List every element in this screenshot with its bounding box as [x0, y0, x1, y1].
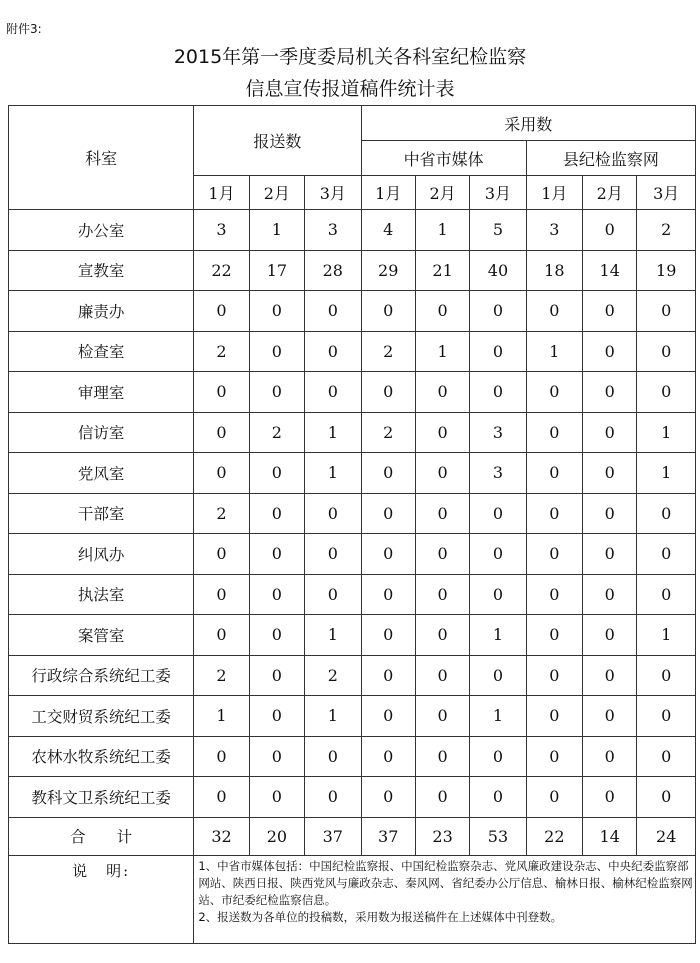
month-header: 2月 [249, 176, 304, 210]
value-cell: 0 [415, 412, 469, 453]
value-cell: 22 [194, 250, 249, 291]
value-cell: 1 [305, 696, 361, 737]
dept-name-cell: 纠风办 [9, 534, 194, 575]
month-header: 3月 [305, 176, 361, 210]
value-cell: 0 [194, 372, 249, 413]
value-cell: 1 [637, 453, 696, 494]
value-cell: 0 [526, 696, 582, 737]
value-cell: 0 [526, 736, 582, 777]
value-cell: 0 [305, 372, 361, 413]
value-cell: 1 [305, 453, 361, 494]
value-cell: 1 [637, 412, 696, 453]
value-cell: 28 [305, 250, 361, 291]
value-cell: 2 [194, 493, 249, 534]
value-cell: 0 [583, 534, 637, 575]
table-row [9, 412, 696, 453]
value-cell: 0 [583, 696, 637, 737]
value-cell: 0 [637, 736, 696, 777]
value-cell: 0 [194, 534, 249, 575]
month-header: 3月 [637, 176, 696, 210]
dept-name-cell: 审理室 [9, 372, 194, 413]
value-cell: 0 [305, 331, 361, 372]
value-cell: 0 [470, 777, 526, 818]
value-cell: 0 [637, 777, 696, 818]
value-cell: 0 [305, 777, 361, 818]
value-cell: 0 [415, 777, 469, 818]
table-row [9, 291, 696, 332]
total-label: 合 计 [9, 817, 194, 855]
value-cell: 0 [415, 696, 469, 737]
dept-name-cell: 办公室 [9, 210, 194, 251]
notes-label: 说 明: [9, 855, 194, 943]
value-cell: 19 [637, 250, 696, 291]
value-cell: 14 [583, 250, 637, 291]
month-header: 2月 [415, 176, 469, 210]
value-cell: 3 [526, 210, 582, 251]
value-cell: 1 [305, 412, 361, 453]
value-cell: 0 [249, 655, 304, 696]
notes-line-1: 1、中省市媒体包括：中国纪检监察报、中国纪检监察杂志、党风廉政建设杂志、中央纪委监察部网站、陕西日报、陕西党风与廉政杂志、秦风网、省纪委办公厅信息、榆林日报、榆林纪检监察网站、市纪委纪检监察信息。 [198, 858, 693, 907]
dept-name-cell: 信访室 [9, 412, 194, 453]
value-cell: 1 [415, 210, 469, 251]
total-cell: 53 [470, 817, 526, 855]
value-cell: 0 [526, 534, 582, 575]
value-cell: 0 [470, 291, 526, 332]
dept-name-cell: 党风室 [9, 453, 194, 494]
value-cell: 0 [583, 453, 637, 494]
value-cell: 0 [583, 291, 637, 332]
value-cell: 0 [194, 574, 249, 615]
dept-name-cell: 检查室 [9, 331, 194, 372]
value-cell: 0 [361, 291, 415, 332]
value-cell: 0 [361, 534, 415, 575]
table-row [9, 250, 696, 291]
value-cell: 0 [249, 493, 304, 534]
dept-name-cell: 行政综合系统纪工委 [9, 655, 194, 696]
dept-name-cell: 案管室 [9, 615, 194, 656]
value-cell: 3 [194, 210, 249, 251]
month-header: 2月 [583, 176, 637, 210]
total-cell: 14 [583, 817, 637, 855]
value-cell: 21 [415, 250, 469, 291]
dept-name-cell: 干部室 [9, 493, 194, 534]
value-cell: 0 [249, 696, 304, 737]
value-cell: 0 [415, 493, 469, 534]
value-cell: 1 [470, 615, 526, 656]
document-title-line1: 2015年第一季度委局机关各科室纪检监察 [173, 46, 527, 68]
value-cell: 0 [415, 574, 469, 615]
value-cell: 0 [583, 777, 637, 818]
notes-row [9, 855, 696, 943]
total-cell: 37 [305, 817, 361, 855]
total-cell: 20 [249, 817, 304, 855]
table-row [9, 331, 696, 372]
value-cell: 3 [305, 210, 361, 251]
value-cell: 2 [194, 331, 249, 372]
total-cell: 32 [194, 817, 249, 855]
value-cell: 0 [249, 736, 304, 777]
value-cell: 0 [361, 777, 415, 818]
table-row [9, 615, 696, 656]
value-cell: 0 [361, 372, 415, 413]
table-row [9, 534, 696, 575]
value-cell: 0 [637, 372, 696, 413]
value-cell: 0 [583, 655, 637, 696]
table-row [9, 655, 696, 696]
header-dept: 科室 [9, 106, 194, 210]
value-cell: 2 [361, 412, 415, 453]
dept-name-cell: 教科文卫系统纪工委 [9, 777, 194, 818]
value-cell: 0 [470, 331, 526, 372]
month-header: 1月 [194, 176, 249, 210]
value-cell: 1 [415, 331, 469, 372]
value-cell: 0 [415, 736, 469, 777]
month-header: 3月 [470, 176, 526, 210]
value-cell: 17 [249, 250, 304, 291]
value-cell: 2 [194, 655, 249, 696]
header-adopted: 采用数 [361, 106, 695, 141]
value-cell: 0 [526, 372, 582, 413]
value-cell: 0 [470, 736, 526, 777]
value-cell: 0 [305, 493, 361, 534]
total-cell: 22 [526, 817, 582, 855]
value-cell: 1 [526, 331, 582, 372]
value-cell: 1 [305, 615, 361, 656]
value-cell: 0 [526, 777, 582, 818]
value-cell: 0 [583, 615, 637, 656]
value-cell: 0 [637, 493, 696, 534]
value-cell: 0 [249, 372, 304, 413]
table-body [9, 210, 696, 818]
value-cell: 1 [470, 696, 526, 737]
value-cell: 3 [470, 412, 526, 453]
value-cell: 2 [637, 210, 696, 251]
value-cell: 0 [361, 696, 415, 737]
table-row [9, 736, 696, 777]
value-cell: 0 [415, 615, 469, 656]
statistics-table [8, 105, 696, 944]
value-cell: 1 [249, 210, 304, 251]
value-cell: 0 [526, 412, 582, 453]
table-row [9, 696, 696, 737]
notes-line-2: 2、报送数为各单位的投稿数，采用数为报送稿件在上述媒体中刊登数。 [198, 909, 563, 924]
value-cell: 0 [194, 736, 249, 777]
table-row [9, 574, 696, 615]
value-cell: 0 [470, 493, 526, 534]
value-cell: 0 [415, 534, 469, 575]
value-cell: 0 [361, 493, 415, 534]
value-cell: 0 [470, 534, 526, 575]
value-cell: 4 [361, 210, 415, 251]
value-cell: 0 [415, 291, 469, 332]
value-cell: 1 [637, 615, 696, 656]
value-cell: 0 [526, 453, 582, 494]
value-cell: 0 [526, 615, 582, 656]
value-cell: 0 [470, 574, 526, 615]
value-cell: 0 [526, 574, 582, 615]
value-cell: 0 [249, 615, 304, 656]
total-row [9, 817, 696, 855]
value-cell: 0 [583, 574, 637, 615]
value-cell: 29 [361, 250, 415, 291]
value-cell: 0 [637, 696, 696, 737]
value-cell: 40 [470, 250, 526, 291]
table-row [9, 210, 696, 251]
value-cell: 0 [583, 372, 637, 413]
value-cell: 0 [249, 453, 304, 494]
value-cell: 2 [305, 655, 361, 696]
header-central-media: 中省市媒体 [361, 141, 526, 176]
value-cell: 18 [526, 250, 582, 291]
value-cell: 0 [526, 493, 582, 534]
value-cell: 0 [637, 534, 696, 575]
value-cell: 2 [249, 412, 304, 453]
table-row [9, 777, 696, 818]
value-cell: 0 [526, 291, 582, 332]
value-cell: 0 [583, 493, 637, 534]
value-cell: 0 [637, 655, 696, 696]
header-county-web: 县纪检监察网 [526, 141, 695, 176]
value-cell: 0 [194, 291, 249, 332]
value-cell: 0 [470, 372, 526, 413]
value-cell: 0 [249, 534, 304, 575]
value-cell: 0 [249, 291, 304, 332]
value-cell: 0 [305, 574, 361, 615]
value-cell: 5 [470, 210, 526, 251]
value-cell: 0 [194, 777, 249, 818]
month-header: 1月 [361, 176, 415, 210]
total-cell: 37 [361, 817, 415, 855]
value-cell: 0 [249, 574, 304, 615]
value-cell: 0 [526, 655, 582, 696]
total-cell: 23 [415, 817, 469, 855]
value-cell: 0 [305, 736, 361, 777]
value-cell: 0 [583, 412, 637, 453]
value-cell: 2 [361, 331, 415, 372]
value-cell: 0 [361, 574, 415, 615]
total-cell: 24 [637, 817, 696, 855]
table-row [9, 372, 696, 413]
value-cell: 1 [194, 696, 249, 737]
value-cell: 0 [361, 655, 415, 696]
table-row [9, 493, 696, 534]
value-cell: 0 [415, 453, 469, 494]
value-cell: 0 [194, 615, 249, 656]
dept-name-cell: 宣教室 [9, 250, 194, 291]
value-cell: 0 [249, 777, 304, 818]
value-cell: 0 [637, 291, 696, 332]
value-cell: 0 [583, 736, 637, 777]
value-cell: 0 [361, 453, 415, 494]
notes-text [194, 855, 696, 943]
value-cell: 0 [470, 655, 526, 696]
value-cell: 0 [305, 291, 361, 332]
value-cell: 0 [637, 574, 696, 615]
header-submitted: 报送数 [194, 106, 361, 176]
dept-name-cell: 执法室 [9, 574, 194, 615]
dept-name-cell: 农林水牧系统纪工委 [9, 736, 194, 777]
document-title-line2: 信息宣传报道稿件统计表 [245, 78, 455, 100]
dept-name-cell: 工交财贸系统纪工委 [9, 696, 194, 737]
dept-name-cell: 廉责办 [9, 291, 194, 332]
attachment-label: 附件3: [6, 22, 42, 36]
value-cell: 0 [415, 372, 469, 413]
value-cell: 0 [194, 412, 249, 453]
value-cell: 0 [583, 331, 637, 372]
value-cell: 0 [249, 331, 304, 372]
value-cell: 0 [194, 453, 249, 494]
value-cell: 0 [415, 655, 469, 696]
value-cell: 3 [470, 453, 526, 494]
value-cell: 0 [583, 210, 637, 251]
value-cell: 0 [305, 534, 361, 575]
value-cell: 0 [361, 615, 415, 656]
month-header: 1月 [526, 176, 582, 210]
value-cell: 0 [637, 331, 696, 372]
value-cell: 0 [361, 736, 415, 777]
table-row [9, 453, 696, 494]
